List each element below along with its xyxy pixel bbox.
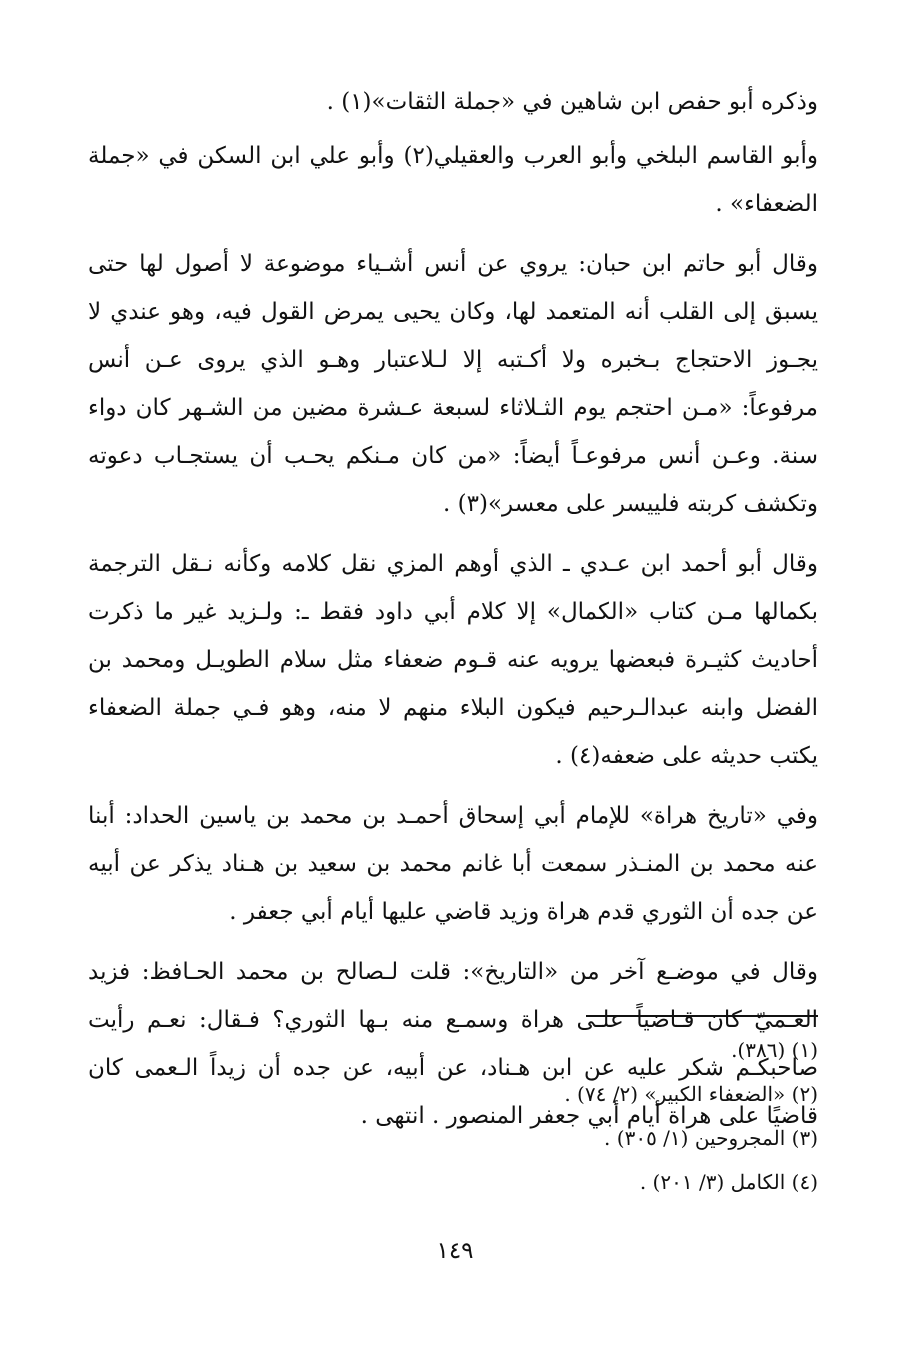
paragraph-2: وأبو القاسم البلخي وأبو العرب والعقيلي(٢) وأبو علي ابن السكن في «جملة الضعفاء» .	[88, 143, 818, 217]
paragraph-1: وذكره أبو حفص ابن شاهين في «جملة الثقات»(١) .	[326, 89, 818, 115]
footnote-2: (٢) «الضعفاء الكبير» (٢/ ٧٤) .	[564, 1082, 818, 1106]
paragraph-6: وقال في موضـع آخر من «التاريخ»: قلت لـصالح بن محمد الحـافظ: فزيد العـميّ كان قـاضياً علـى هراة وسمـع منه بـها الثوري؟ فـقال: نعـم رأيت صاحبكـم شكر عليه عن ابن هـناد، عن أبيه، عن جده أن زيداً الـعمى كان قاضيًا على هراة أيام أبي جعفر المنصور . انتهى .	[88, 959, 818, 1129]
page-number: ١٤٩	[436, 1238, 474, 1264]
paragraph-5: وفي «تاريخ هراة» للإمام أبي إسحاق أحمـد بن محمد بن ياسين الحداد: أبنا عنه محمد بن المنـذر سمعت أبا غانم محمد بن سعيد بن هـناد يذكر عن أبيه عن جده أن الثوري قدم هراة وزيد قاضي عليها أيام أبي جعفر .	[88, 803, 818, 925]
footnote-separator	[586, 1015, 818, 1017]
footnote-3: (٣) المجروحين (١/ ٣٠٥) .	[604, 1126, 818, 1150]
paragraph-3: وقال أبو حاتم ابن حبان: يروي عن أنس أشـياء موضوعة لا أصول لها حتى يسبق إلى القلب أنه المتعمد لها، وكان يحيى يمرض القول فيه، وهو عندي لا يجـوز الاحتجاج بـخبره ولا أكـتبه إلا لـلاعتبار وهـو الذي يروى عـن أنس مرفوعاً: «مـن احتجم يوم الثـلاثاء لسبعة عـشرة مضين من الشـهر كان دواء سنة. وعـن أنس مرفوعـاً أيضاً: «من كان مـنكم يحـب أن يستجـاب دعوته وتكشف كربته فلييسر على معسر»(٣) .	[88, 251, 818, 517]
paragraph-4: وقال أبو أحمد ابن عـدي ـ الذي أوهم المزي نقل كلامه وكأنه نـقل الترجمة بكمالها مـن كتاب «الكمال» إلا كلام أبي داود فقط ـ: ولـزيد غير ما ذكرت أحاديث كثيـرة فبعضها يرويه عنه قـوم ضعفاء مثل سلام الطويـل ومحمد بن الفضل وابنه عبدالـرحيم فيكون البلاء منهم لا منه، وهو فـي جملة الضعفاء يكتب حديثه على ضعفه(٤) .	[88, 551, 818, 769]
footnote-4: (٤) الكامل (٣/ ٢٠١) .	[639, 1170, 818, 1194]
main-text	[88, 78, 818, 1152]
footnotes	[88, 1032, 818, 1208]
footnote-1: (١) (٣٨٦).	[731, 1038, 818, 1062]
